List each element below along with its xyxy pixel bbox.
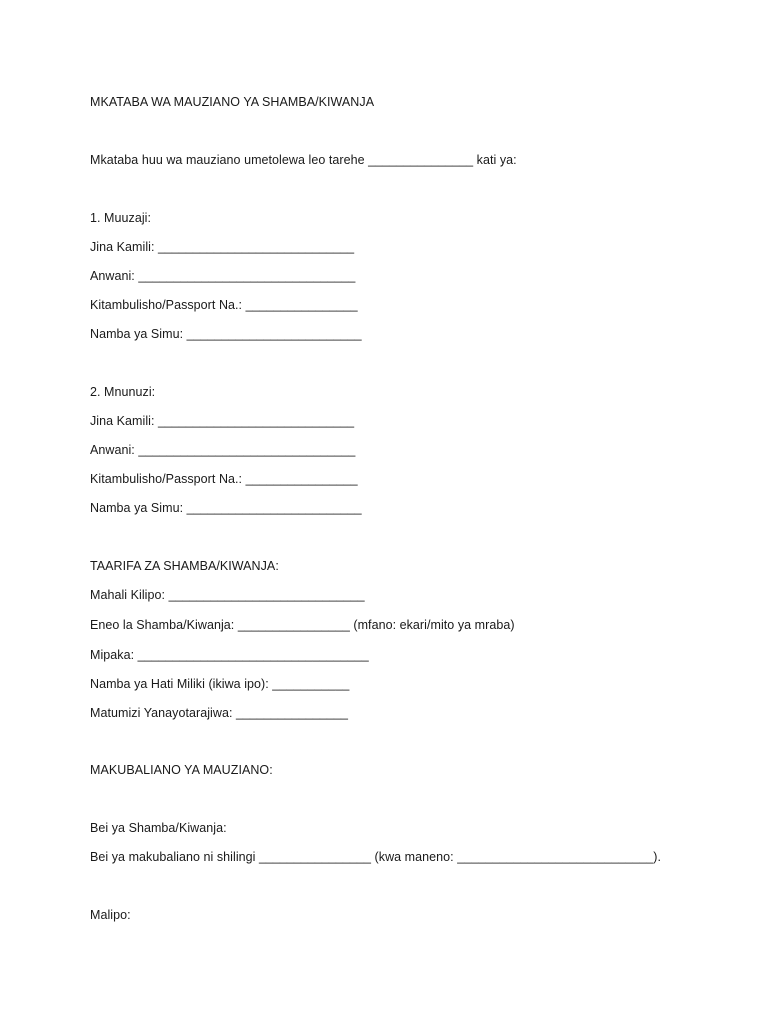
seller-full-name-field: Jina Kamili: ____________________________ [90, 240, 355, 254]
document-title: MKATABA WA MAUZIANO YA SHAMBA/KIWANJA [90, 95, 375, 109]
seller-id-passport-field: Kitambulisho/Passport Na.: ________________ [90, 298, 358, 312]
land-area-field: Eneo la Shamba/Kiwanja: ________________ (mfano: ekari/mito ya mraba) [90, 618, 515, 632]
land-boundaries-field: Mipaka: _________________________________ [90, 648, 369, 662]
buyer-address-field: Anwani: _______________________________ [90, 443, 356, 457]
seller-phone-field: Namba ya Simu: _________________________ [90, 327, 362, 341]
land-location-field: Mahali Kilipo: ____________________________ [90, 588, 365, 602]
buyer-heading: 2. Mnunuzi: [90, 385, 156, 399]
land-details-heading: TAARIFA ZA SHAMBA/KIWANJA: [90, 559, 279, 573]
intro-paragraph: Mkataba huu wa mauziano umetolewa leo tarehe _______________ kati ya: [90, 153, 517, 167]
seller-heading: 1. Muuzaji: [90, 211, 151, 225]
seller-address-field: Anwani: _______________________________ [90, 269, 356, 283]
buyer-full-name-field: Jina Kamili: ____________________________ [90, 414, 355, 428]
payment-heading: Malipo: [90, 908, 131, 922]
agreement-heading: MAKUBALIANO YA MAUZIANO: [90, 763, 273, 777]
price-heading: Bei ya Shamba/Kiwanja: [90, 821, 227, 835]
price-line: Bei ya makubaliano ni shilingi ________________ (kwa maneno: ____________________________). [90, 850, 661, 864]
title-deed-field: Namba ya Hati Miliki (ikiwa ipo): ___________ [90, 677, 350, 691]
buyer-phone-field: Namba ya Simu: _________________________ [90, 501, 362, 515]
buyer-id-passport-field: Kitambulisho/Passport Na.: ________________ [90, 472, 358, 486]
intended-use-field: Matumizi Yanayotarajiwa: ________________ [90, 706, 349, 720]
